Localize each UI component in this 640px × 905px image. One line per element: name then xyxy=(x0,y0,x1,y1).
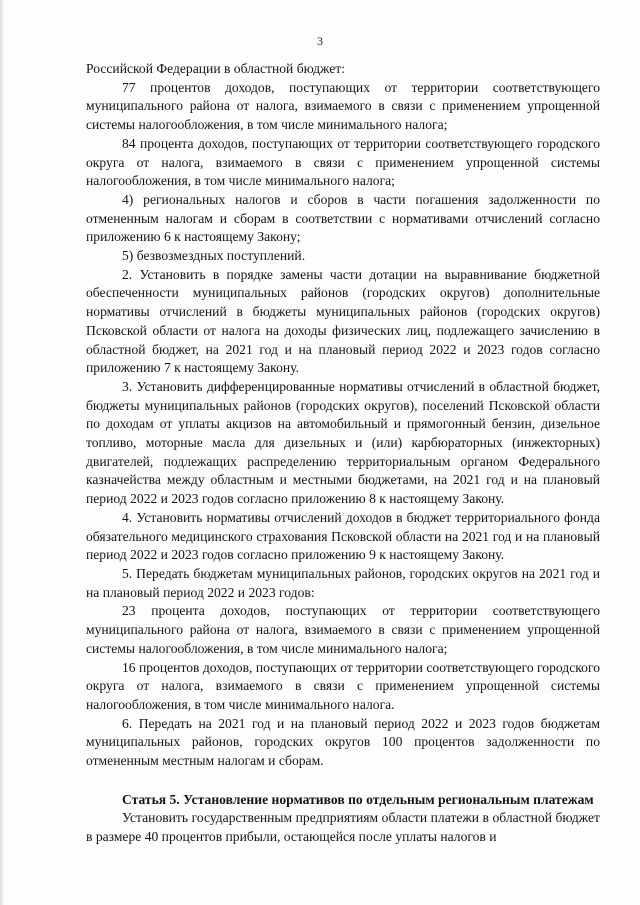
paragraph-item-5: 5) безвозмездных поступлений. xyxy=(122,248,306,264)
paragraph-section-6: 6. Передать на 2021 год и на плановый период 2022 и 2023 годов бюджетам муниципальных районов, городских округов 100 процентов задолженности по отмененным местным налогам и сборам. xyxy=(86,715,600,769)
paragraph-continuation: Российской Федерации в областной бюджет: xyxy=(86,61,345,76)
article-heading: Статья 5. Установление нормативов по отдельным региональным платежам xyxy=(122,791,594,807)
page-number: 3 xyxy=(317,34,323,48)
paragraph-84-percent: 84 процента доходов, поступающих от территории соответствующего городского округа от налога, взимаемого в связи с применением упрощенной системы налогообложения, в том числе минимального налога; xyxy=(86,135,600,189)
paragraph-item-4: 4) региональных налогов и сборов в части погашения задолженности по отмененным налогам и сборам в соответствии с нормативами отчислений согласно приложению 6 к настоящему Закону; xyxy=(86,191,600,245)
paragraph-23-percent: 23 процента доходов, поступающих от территории соответствующего муниципального района от налога, взимаемого в связи с применением упрощенной системы налогообложения, в том числе минимального налога; xyxy=(86,603,600,656)
paragraph-16-percent: 16 процентов доходов, поступающих от территории соответствующего городского округа от налога, взимаемого в связи с применением упрощенной системы налогообложения, в том числе минимального налога. xyxy=(86,659,600,712)
scan-edge-shadow xyxy=(0,0,4,905)
paragraph-section-4: 4. Установить нормативы отчислений доходов в бюджет территориального фонда обязательного медицинского страхования Псковской области на 2021 год и на плановый период 2022 и 2023 годов согласно приложению 9 к настоящему Закону. xyxy=(86,509,600,563)
paragraph-section-5: 5. Передать бюджетам муниципальных районов, городских округов на 2021 год и на плановый период 2022 и 2023 годов: xyxy=(86,565,600,600)
paragraph-article-5: Установить государственным предприятиям области платежи в областной бюджет в размере 40 процентов прибыли, остающейся после уплаты налогов и xyxy=(86,810,600,845)
paragraph-section-3: 3. Установить дифференцированные нормативы отчислений в областной бюджет, бюджеты муниципальных районов (городских округов), поселений Псковской области по доходам от уплаты акцизов на автомобильный и прямогонный бензин, дизельное топливо, моторные масла для дизельных и (или) карбюраторных (инжекторных) двигателей, подлежащих распределению территориальным органом Федерального казначейства между областным и местными бюджетами, на 2021 год и на плановый период 2022 и 2023 годов согласно приложению 8 к настоящему Закону. xyxy=(86,378,600,507)
paragraph-77-percent: 77 процентов доходов, поступающих от территории соответствующего муниципального района от налога, взимаемого в связи с применением упрощенной системы налогообложения, в том числе минимального налога; xyxy=(86,79,600,133)
paragraph-section-2: 2. Установить в порядке замены части дотации на выравнивание бюджетной обеспеченности муниципальных районов (городских округов) дополнительные нормативы отчислений в бюджеты муниципальных районов (городских округов) Псковской области от налога на доходы физических лиц, подлежащего зачислению в областной бюджет, на 2021 год и на плановый период 2022 и 2023 годов согласно приложению 7 к настоящему Закону. xyxy=(86,266,600,376)
document-body xyxy=(86,60,600,847)
